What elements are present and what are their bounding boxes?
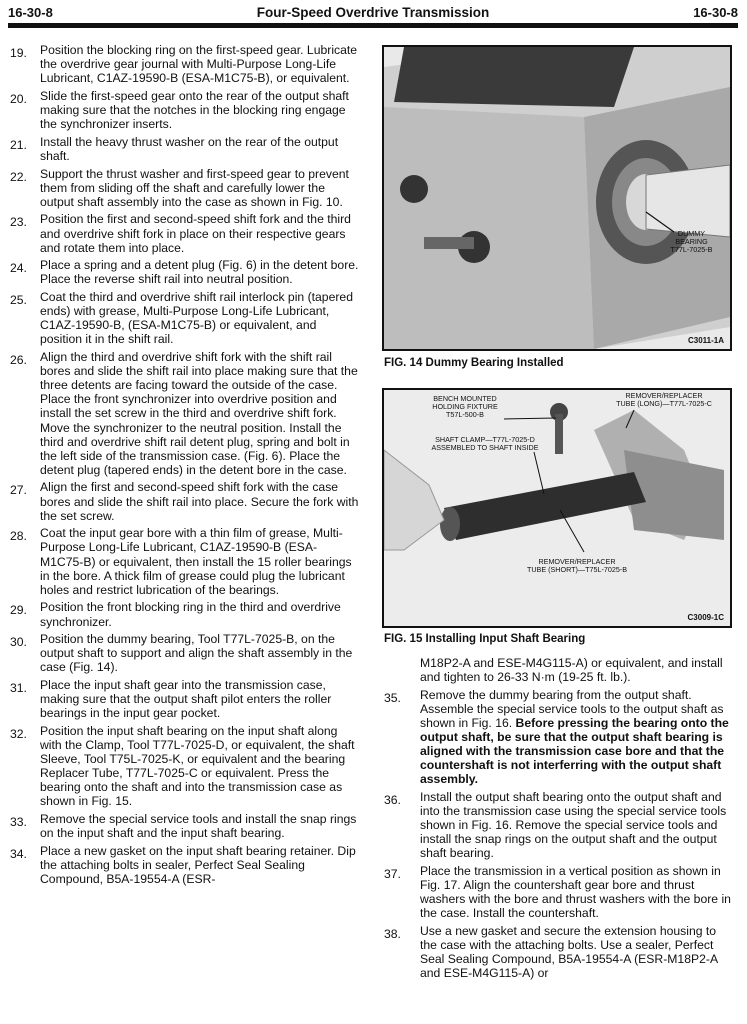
step-item xyxy=(10,844,360,886)
step-number: 37. xyxy=(384,867,401,882)
step-text-regular: Install the output shaft bearing onto the output shaft and into the transmission case using the special service tools shown in Fig. 16. Remove the special service tools and install the snap rings on the output shaft and the output shaft bearing. xyxy=(420,790,727,861)
step-item xyxy=(384,924,734,980)
step-item xyxy=(10,135,360,163)
fig15-label-tube-long: REMOVER/REPLACER TUBE (LONG)—T77L-7025-C xyxy=(616,391,712,409)
step-item xyxy=(10,480,360,522)
step-text xyxy=(40,844,356,886)
page-title: Four-Speed Overdrive Transmission xyxy=(256,5,490,20)
step-item xyxy=(10,290,360,346)
step-text-bold: Before pressing the bearing onto the output shaft, be sure that the output shaft bearing is aligned with the transmission case bore and that the countershaft is not interferring with the output shaft assembly. xyxy=(420,715,729,787)
step-text-regular: Install the heavy thrust washer on the rear of the output shaft. xyxy=(40,134,339,163)
step-text-regular: Place a new gasket on the input shaft bearing retainer. Dip the attaching bolts in sealer, Perfect Seal Sealing Compound, B5A-19554-A (ESR- xyxy=(40,843,356,887)
step-text xyxy=(40,212,351,254)
step-text xyxy=(40,632,352,674)
fig15-photo xyxy=(382,388,732,628)
step-text xyxy=(420,924,717,980)
step-text xyxy=(40,600,341,628)
fig15-caption: FIG. 15 Installing Input Shaft Bearing xyxy=(384,633,586,645)
step-text xyxy=(40,526,352,596)
fig15-code: C3009-1C xyxy=(687,613,724,622)
step-text xyxy=(40,350,358,477)
step-number: 22. xyxy=(10,169,27,184)
step-text xyxy=(40,290,353,346)
step-item xyxy=(384,864,734,920)
step-text-regular: Coat the third and overdrive shift rail interlock pin (tapered ends) with grease, Multi-Purpose Long-Life Lubricant, C1AZ-19590-B, (ESA-M1C75-B) or equivalent, and position it in the shift rail. xyxy=(40,290,353,347)
step-item xyxy=(10,600,360,628)
step-number: 24. xyxy=(10,261,27,276)
fig14-caption: FIG. 14 Dummy Bearing Installed xyxy=(384,357,564,369)
step-text xyxy=(40,678,331,720)
step-number: 32. xyxy=(10,726,27,741)
page-number-left: 16-30-8 xyxy=(8,5,53,20)
step-text-regular: Remove the special service tools and install the snap rings on the input shaft and the input shaft bearing. xyxy=(40,812,357,841)
page-header xyxy=(8,3,738,23)
step-number: 36. xyxy=(384,793,401,808)
step-number: 34. xyxy=(10,846,27,861)
step-item xyxy=(10,350,360,477)
step-item xyxy=(10,724,360,809)
step-number: 25. xyxy=(10,293,27,308)
step-text xyxy=(420,790,726,860)
step-text-regular: Place the transmission in a vertical position as shown in Fig. 17. Align the countershaft gear bore and thrust washers with the bore and thrust washers with the bore in the case. Install the countershaft. xyxy=(420,864,731,921)
step-text-regular: Position the dummy bearing, Tool T77L-7025-B, on the output shaft to support and align the shaft assembly in the case (Fig. 14). xyxy=(40,632,353,675)
step-text-regular: Position the blocking ring on the first-speed gear. Lubricate the overdrive gear journal with Multi-Purpose Long-Life Lubricant, C1AZ-19590-B (ESA-M1C75-B), or equivalent. xyxy=(40,43,358,86)
step-text-regular: Remove the dummy bearing from the output shaft. Assemble the special service tools to the output shaft as shown in Fig. 16. xyxy=(420,687,724,730)
steps-column-right xyxy=(384,656,734,984)
fig15-label-bench-fixture: BENCH MOUNTED HOLDING FIXTURE T57L-500-B xyxy=(432,394,498,420)
step-number: 38. xyxy=(384,927,401,942)
step-text xyxy=(40,43,357,85)
step-number: 31. xyxy=(10,681,27,696)
step-text-regular: Position the input shaft bearing on the input shaft along with the Clamp, Tool T77L-7025-D, or equivalent, the shaft Sleeve, Tool T75L-7025-K, or equivalent and the bearing Replacer Tube, T77L-7025-C or equivalent. Press the bearing onto the shaft and into the transmission case as shown in Fig. 15. xyxy=(40,723,355,809)
steps-column-left xyxy=(10,43,360,890)
step-text-regular: Slide the first-speed gear onto the rear of the output shaft making sure that the notches in the blocking ring engage the synchronizer inserts. xyxy=(40,88,349,132)
step-item xyxy=(10,526,360,596)
header-rule xyxy=(8,23,738,28)
bearing-installer-illustration xyxy=(384,390,730,626)
transmission-case-illustration xyxy=(384,47,730,349)
step-number: 28. xyxy=(10,529,27,544)
fig14-photo xyxy=(382,45,732,351)
step-number: 20. xyxy=(10,91,27,106)
step-text xyxy=(420,864,731,920)
step-number: 29. xyxy=(10,603,27,618)
fig15-label-shaft-clamp: SHAFT CLAMP—T77L-7025-D ASSEMBLED TO SHAFT INSIDE xyxy=(431,435,539,453)
fig14-code: C3011-1A xyxy=(687,336,724,345)
step-text-regular: Position the front blocking ring in the third and overdrive synchronizer. xyxy=(40,600,341,629)
step-number: 33. xyxy=(10,815,27,830)
step-number: 19. xyxy=(10,46,27,60)
step-item xyxy=(10,212,360,254)
fig15-label-tube-short: REMOVER/REPLACER TUBE (SHORT)—T75L-7025-B xyxy=(526,557,628,575)
step-number: 35. xyxy=(384,690,401,705)
step-item xyxy=(10,678,360,720)
step-text-regular: Use a new gasket and secure the extension housing to the case with the attaching bolts. Use a sealer, Perfect Seal Sealing Compound, B5A-19554-A (ESR-M18P2-A and ESE-M4G115-A) or xyxy=(420,924,718,981)
step-text-regular: Position the first and second-speed shift fork and the third and overdrive shift fork in place on their respective gears and rotate them into place. xyxy=(40,212,351,255)
step-number: 30. xyxy=(10,635,27,650)
step-item xyxy=(10,632,360,674)
step-number: 27. xyxy=(10,483,27,498)
step-item xyxy=(10,167,360,209)
step-text-regular: Place a spring and a detent plug (Fig. 6) in the detent bore. Place the reverse shift rail into neutral position. xyxy=(40,258,359,287)
step-item xyxy=(10,812,360,840)
step-number: 26. xyxy=(10,353,27,368)
step-text xyxy=(40,89,349,131)
step-text xyxy=(40,812,356,840)
step-item xyxy=(10,258,360,286)
step-number: 21. xyxy=(10,137,27,152)
step-text-regular: Place the input shaft gear into the transmission case, making sure that the output shaft pilot enters the roller bearings in the input gear pocket. xyxy=(40,678,332,721)
step-text xyxy=(40,167,349,209)
step-text xyxy=(40,258,358,286)
step-item xyxy=(10,43,360,85)
step-text xyxy=(420,688,729,787)
step-34-continued: M18P2-A and ESE-M4G115-A) or equivalent, and install and tighten to 26-33 N·m (19-25 ft. lb.). xyxy=(420,656,723,685)
step-text xyxy=(40,135,338,163)
page-number-right: 16-30-8 xyxy=(693,5,738,20)
step-item xyxy=(384,688,734,787)
step-item xyxy=(10,89,360,131)
step-text-regular: Support the thrust washer and first-speed gear to prevent them from sliding off the shaft and carefully lower the output shaft assembly into the case as shown in Fig. 10. xyxy=(40,166,349,209)
fig14-label-dummy-bearing: DUMMY BEARING T77L-7025-B xyxy=(670,229,713,255)
step-text-regular: Align the third and overdrive shift fork with the shift rail bores and slide the shift rail into place making sure that the three detents are facing toward the outside of the case. Place the front synchronizer into overdrive position and install the set screw in the third and overdrive shift fork. Move the synchronizer to the neutral position. Install the third and overdrive shift rail detent plug, spring and bolt in the left side of the transmission case. (Fig. 6). Place the detent plug (tapered ends) in the detent bore in the case. xyxy=(40,350,358,477)
step-text xyxy=(40,480,358,522)
step-item xyxy=(384,790,734,860)
step-number: 23. xyxy=(10,215,27,230)
step-text-regular: Align the first and second-speed shift fork with the case bores and slide the shift rail into place. Secure the fork with the set screw. xyxy=(40,480,359,523)
step-text xyxy=(40,724,355,808)
step-text-regular: Coat the input gear bore with a thin film of grease, Multi-Purpose Long-Life Lubricant, C1AZ-19590-B (ESA-M1C75-B) or equivalent, then install the 15 roller bearings in the bore. A thick film of grease could plug the lubricant holes and restrict lubrication of the bearings. xyxy=(40,526,352,597)
